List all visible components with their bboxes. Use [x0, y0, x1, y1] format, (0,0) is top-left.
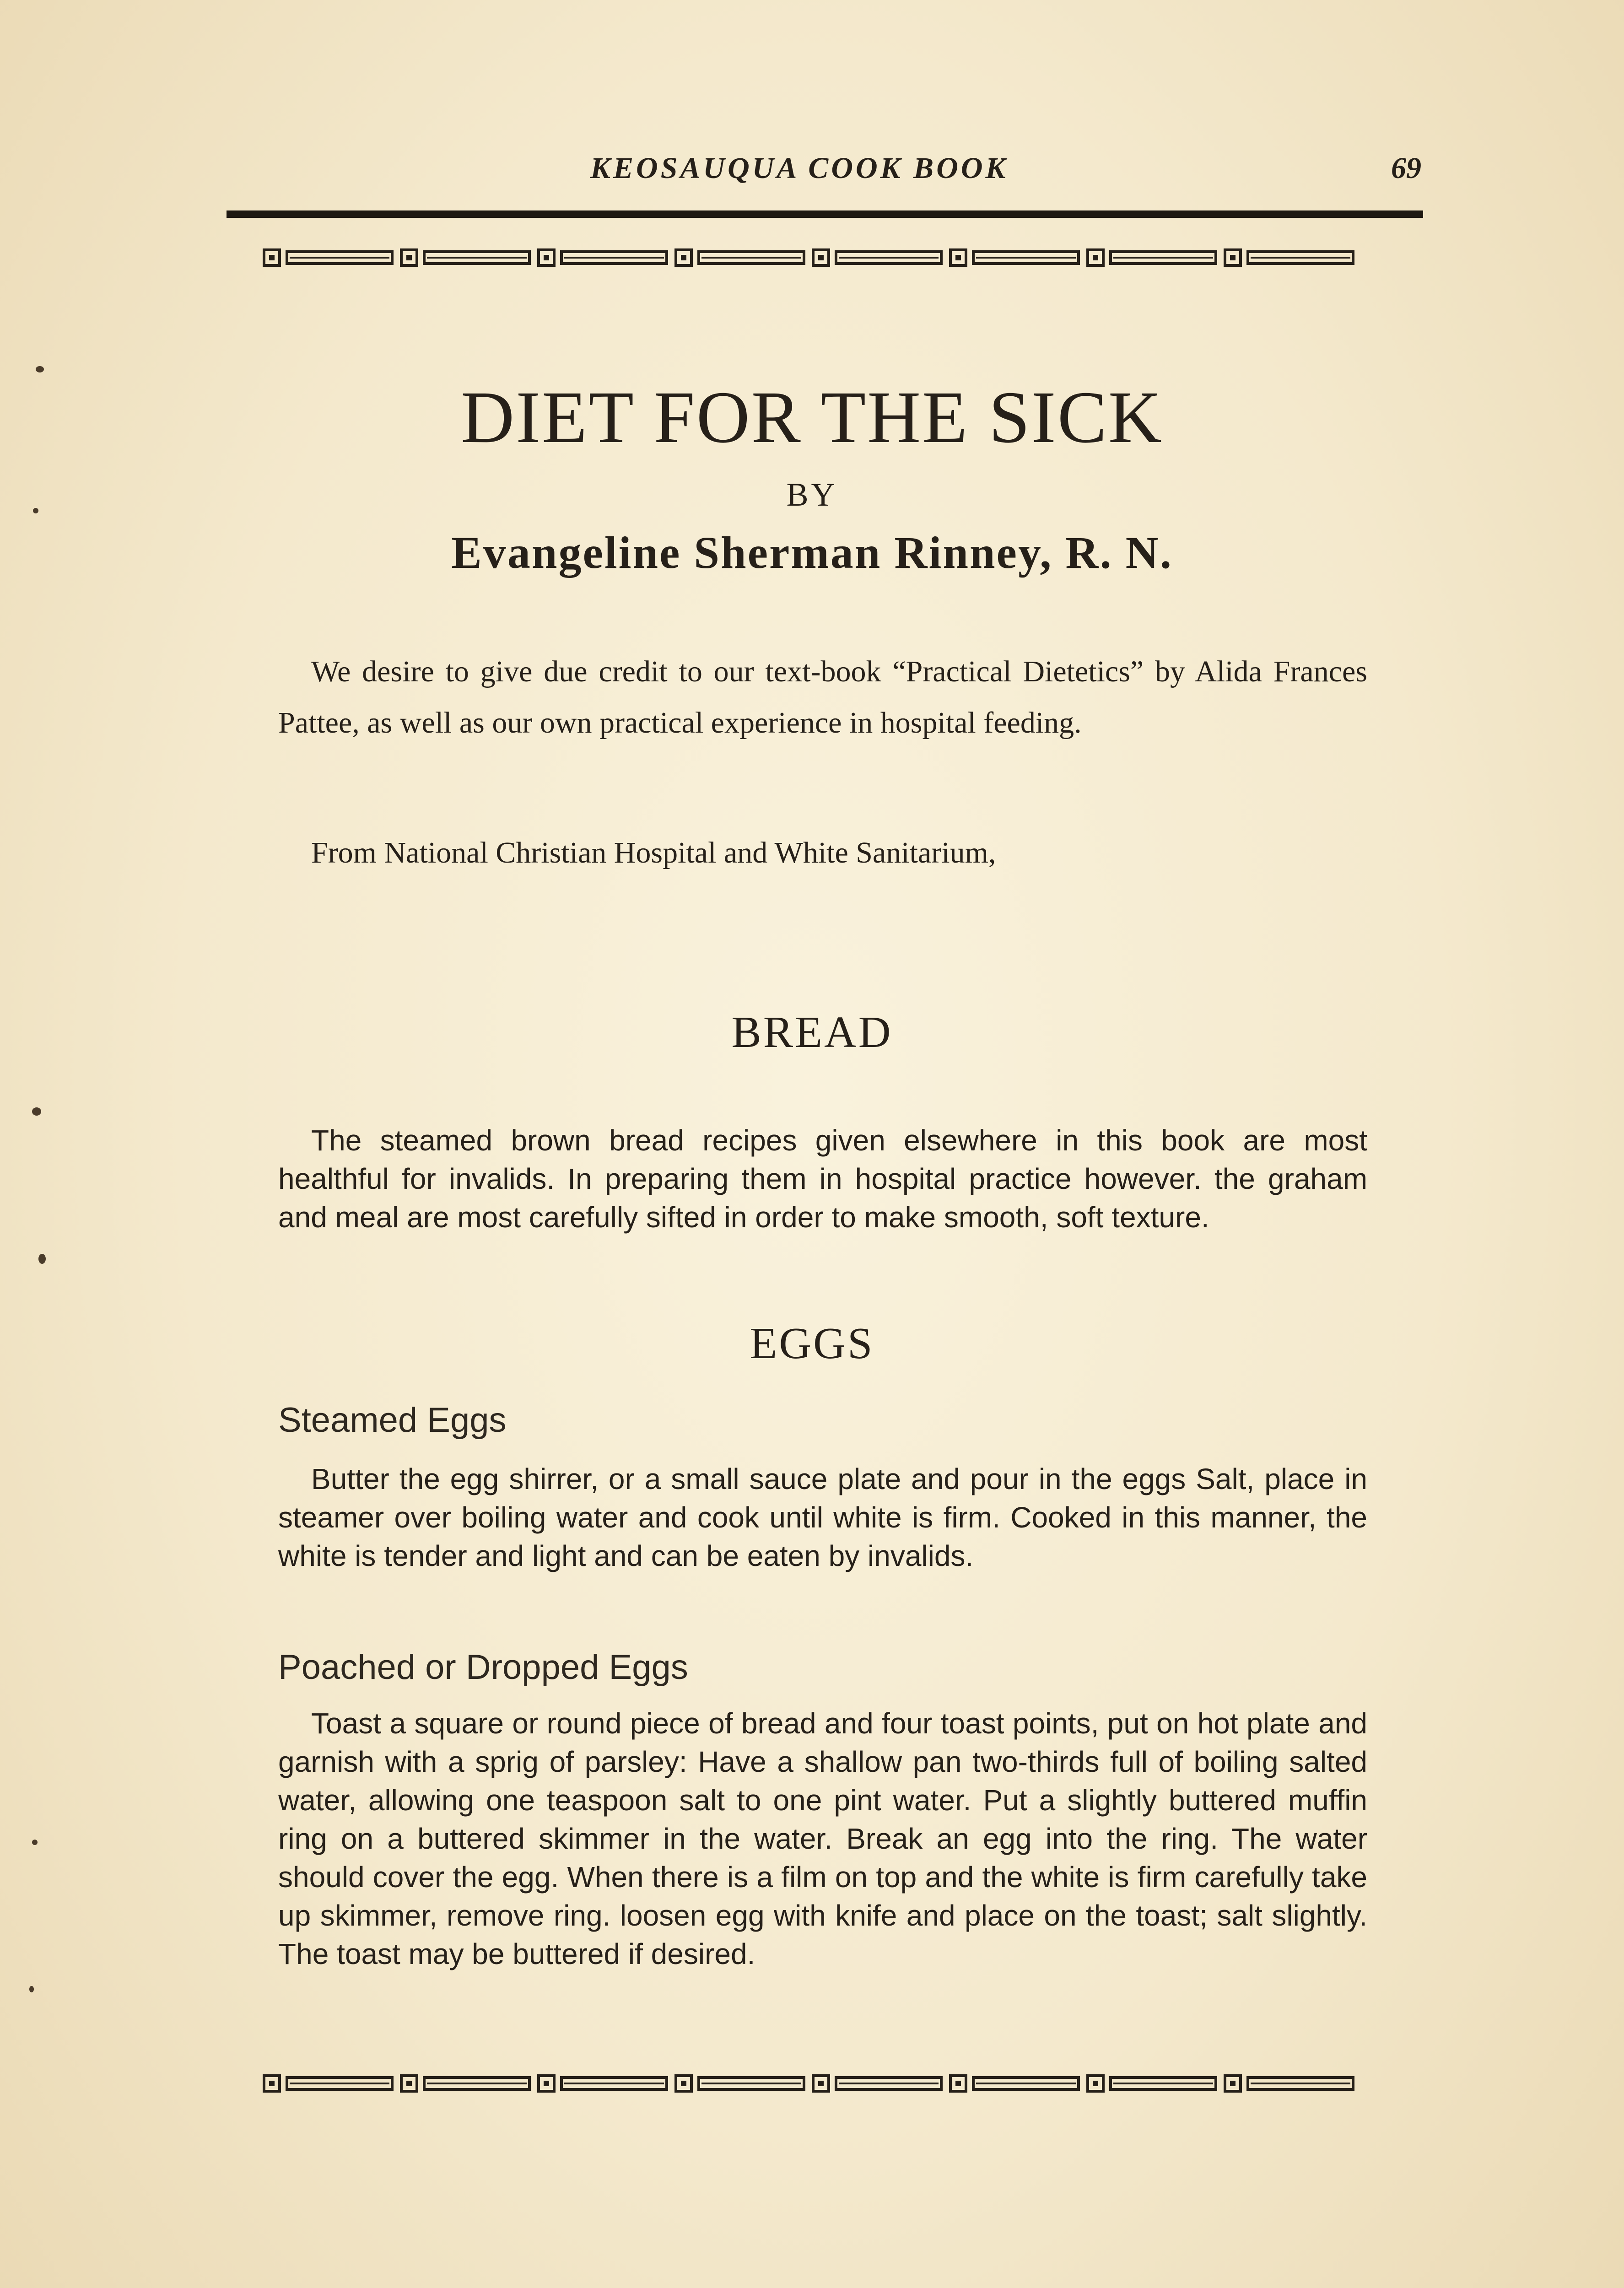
source-line: From National Christian Hospital and White Sanitarium, — [311, 836, 996, 869]
recipe-title-poached-eggs: Poached or Dropped Eggs — [278, 1648, 688, 1687]
paper-speck — [32, 1840, 38, 1845]
bottom-ornamental-border — [259, 2073, 1384, 2094]
section-heading-bread: BREAD — [731, 1008, 893, 1057]
fret-dot — [955, 255, 961, 260]
top-ornamental-border — [259, 247, 1384, 268]
fret-dot — [1230, 255, 1236, 260]
fret-dot — [681, 2081, 686, 2086]
running-head: KEOSAUQUA COOK BOOK — [590, 151, 1009, 185]
recipe-text-poached-eggs: Toast a square or round piece of bread and four toast points, put on hot plate and garnish with a sprig of parsley: Have a shallow pan two-thirds full of boiling salted water, allowing one teaspoon salt to one pint water. Put a slightly buttered muffin ring on a buttered skimmer in the water. Break an egg into the ring. The water should cover the egg. When there is a film on top and the white is firm carefully take up skimmer, remove ring. loosen egg with knife and place on the toast; salt slightly. The toast may be buttered if desired. — [278, 1707, 1367, 1970]
fret-dot — [1093, 255, 1098, 260]
header-rule — [227, 210, 1423, 218]
fret-dot — [544, 255, 549, 260]
credit-paragraph: We desire to give due credit to our text-book “Practical Dietetics” by Alida Frances Pattee, as well as our own practical experience in hospital feeding. — [278, 655, 1367, 739]
fret-dot — [544, 2081, 549, 2086]
paper-speck — [33, 508, 38, 513]
page-title: DIET FOR THE SICK — [461, 377, 1163, 459]
fret-dot — [1230, 2081, 1236, 2086]
paper-speck — [29, 1986, 34, 1992]
recipe-text-steamed-eggs: Butter the egg shirrer, or a small sauce plate and pour in the eggs Salt, place in steamer over boiling water and cook until white is firm. Cooked in this manner, the white is tender and light and can be eaten by invalids. — [278, 1462, 1367, 1572]
bread-paragraph: The steamed brown bread recipes given elsewhere in this book are most healthful for invalids. In preparing them in hospital practice however. the graham and meal are most carefully sifted in order to make smooth, soft texture. — [278, 1124, 1367, 1234]
recipe-title-steamed-eggs: Steamed Eggs — [278, 1401, 507, 1440]
paper-speck — [36, 366, 44, 372]
fret-dot — [406, 2081, 412, 2086]
fret-dot — [269, 255, 275, 260]
section-heading-eggs: EGGS — [750, 1319, 874, 1368]
fret-dot — [818, 255, 824, 260]
fret-dot — [1093, 2081, 1098, 2086]
fret-dot — [406, 255, 412, 260]
paper-speck — [32, 1107, 41, 1116]
paper-speck — [38, 1254, 46, 1264]
fret-dot — [955, 2081, 961, 2086]
fret-dot — [818, 2081, 824, 2086]
fret-dot — [269, 2081, 275, 2086]
author-name: Evangeline Sherman Rinney, R. N. — [451, 527, 1173, 578]
page-number: 69 — [1391, 151, 1421, 185]
byline-label: BY — [786, 476, 838, 513]
fret-dot — [681, 255, 686, 260]
